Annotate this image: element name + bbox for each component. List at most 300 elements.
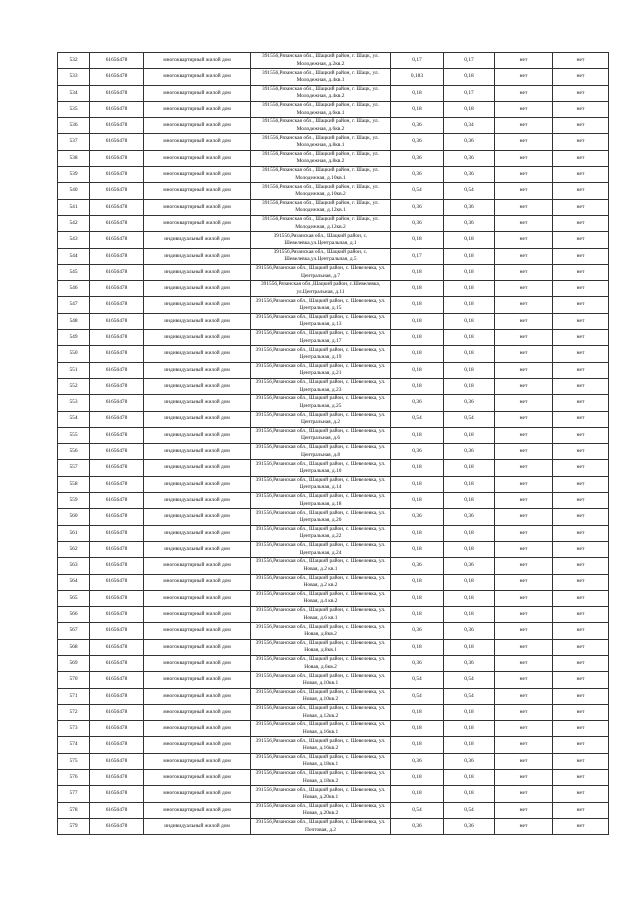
address-cell: 391556,Рязанская обл., Шацкий район, с. Шевелевка, ул. Новая, д.20кв.2 <box>251 802 391 818</box>
volume-cell: 0,36 <box>391 655 444 671</box>
address-cell: 391556,Рязанская обл., Шацкий район, с. Шевелевка, ул. Центральная, д.2 <box>251 411 391 427</box>
volume-actual-cell: 0,18 <box>444 525 495 541</box>
okato-code-cell: 61656478 <box>90 346 144 362</box>
building-type-cell: индивидуальный жилой дом <box>144 541 251 557</box>
volume-actual-cell: 0,18 <box>444 704 495 720</box>
table-row <box>58 150 609 166</box>
okato-code-cell: 61656478 <box>90 672 144 688</box>
building-type-cell: многоквартирный жилой дом <box>144 655 251 671</box>
address-cell: 391556,Рязанская обл., Шацкий район, с. Шевелевка, ул. Новая, д.6 кв.1 <box>251 607 391 623</box>
address-cell: 391556,Рязанская обл., Шацкий район, с. Шевелевка, ул. Новая, д.20кв.1 <box>251 786 391 802</box>
flag-cell-2: нет <box>553 183 609 199</box>
okato-code-cell: 61656478 <box>90 509 144 525</box>
flag-cell-2: нет <box>553 248 609 264</box>
volume-actual-cell: 0,18 <box>444 737 495 753</box>
volume-actual-cell: 0,18 <box>444 101 495 117</box>
address-cell: 391556,Рязанская обл., Шацкий район, с. Шевелевка, ул. Новая, д.2 кв.1 <box>251 558 391 574</box>
address-cell: 391556,Рязанская обл., Шацкий район, с. Шевелевка, ул. Центральная, д.23 <box>251 378 391 394</box>
building-type-cell: многоквартирный жилой дом <box>144 770 251 786</box>
table-row <box>58 183 609 199</box>
row-number-cell: 567 <box>58 623 90 639</box>
okato-code-cell: 61656478 <box>90 607 144 623</box>
volume-cell: 0,18 <box>391 574 444 590</box>
table-row <box>58 411 609 427</box>
table-row <box>58 639 609 655</box>
okato-code-cell: 61656478 <box>90 183 144 199</box>
building-type-cell: индивидуальный жилой дом <box>144 362 251 378</box>
address-cell: 391556,Рязанская обл., Шацкий район, г. Шацк, ул. Молодежная, д.10кв.1 <box>251 167 391 183</box>
volume-actual-cell: 0,34 <box>444 118 495 134</box>
flag-cell-2: нет <box>553 802 609 818</box>
address-cell: 391556,Рязанская обл., Шацкий район, с. Шевелевка, ул. Новая, д.12кв.2 <box>251 704 391 720</box>
okato-code-cell: 61656478 <box>90 704 144 720</box>
volume-cell: 0,36 <box>391 558 444 574</box>
building-type-cell: индивидуальный жилой дом <box>144 460 251 476</box>
volume-cell: 0,18 <box>391 786 444 802</box>
okato-code-cell: 61656478 <box>90 232 144 248</box>
volume-actual-cell: 0,18 <box>444 264 495 280</box>
volume-actual-cell: 0,36 <box>444 753 495 769</box>
flag-cell-2: нет <box>553 264 609 280</box>
flag-cell: нет <box>495 444 553 460</box>
okato-code-cell: 61656478 <box>90 215 144 231</box>
okato-code-cell: 61656478 <box>90 818 144 834</box>
building-type-cell: многоквартирный жилой дом <box>144 753 251 769</box>
row-number-cell: 545 <box>58 264 90 280</box>
flag-cell-2: нет <box>553 85 609 101</box>
volume-cell: 0,54 <box>391 802 444 818</box>
flag-cell: нет <box>495 688 553 704</box>
volume-actual-cell: 0,36 <box>444 134 495 150</box>
volume-cell: 0,54 <box>391 411 444 427</box>
table-row <box>58 770 609 786</box>
okato-code-cell: 61656478 <box>90 655 144 671</box>
row-number-cell: 579 <box>58 818 90 834</box>
okato-code-cell: 61656478 <box>90 118 144 134</box>
flag-cell-2: нет <box>553 541 609 557</box>
volume-cell: 0,36 <box>391 395 444 411</box>
building-type-cell: многоквартирный жилой дом <box>144 183 251 199</box>
volume-cell: 0,54 <box>391 672 444 688</box>
address-cell: 391556,Рязанская обл., Шацкий район, с. Шевелевка, ул. Центральная, д.22 <box>251 525 391 541</box>
volume-cell: 0,17 <box>391 248 444 264</box>
flag-cell-2: нет <box>553 395 609 411</box>
volume-actual-cell: 0,36 <box>444 167 495 183</box>
building-type-cell: многоквартирный жилой дом <box>144 639 251 655</box>
row-number-cell: 533 <box>58 69 90 85</box>
flag-cell: нет <box>495 737 553 753</box>
volume-cell: 0,18 <box>391 330 444 346</box>
table-row <box>58 444 609 460</box>
volume-actual-cell: 0,18 <box>444 330 495 346</box>
flag-cell-2: нет <box>553 134 609 150</box>
okato-code-cell: 61656478 <box>90 199 144 215</box>
flag-cell-2: нет <box>553 297 609 313</box>
address-cell: 391556,Рязанская обл., Шацкий район, с. Шевелевка, ул. Почтовая, д.2 <box>251 818 391 834</box>
row-number-cell: 557 <box>58 460 90 476</box>
volume-actual-cell: 0,54 <box>444 802 495 818</box>
row-number-cell: 560 <box>58 509 90 525</box>
okato-code-cell: 61656478 <box>90 297 144 313</box>
building-type-cell: многоквартирный жилой дом <box>144 623 251 639</box>
building-type-cell: индивидуальный жилой дом <box>144 509 251 525</box>
flag-cell: нет <box>495 525 553 541</box>
building-type-cell: многоквартирный жилой дом <box>144 721 251 737</box>
building-type-cell: многоквартирный жилой дом <box>144 786 251 802</box>
address-cell: 391556,Рязанская обл.,Шацкий район, с.Шевелевка, ул.Центральная, д.11 <box>251 281 391 297</box>
address-cell: 391556,Рязанская обл., Шацкий район, с. Шевелевка, ул. Центральная, д.17 <box>251 330 391 346</box>
row-number-cell: 534 <box>58 85 90 101</box>
table-row <box>58 672 609 688</box>
table-row <box>58 802 609 818</box>
table-row <box>58 297 609 313</box>
volume-cell: 0,18 <box>391 770 444 786</box>
volume-actual-cell: 0,18 <box>444 541 495 557</box>
volume-cell: 0,18 <box>391 737 444 753</box>
flag-cell-2: нет <box>553 655 609 671</box>
volume-cell: 0,36 <box>391 118 444 134</box>
row-number-cell: 555 <box>58 427 90 443</box>
volume-cell: 0,183 <box>391 69 444 85</box>
flag-cell-2: нет <box>553 427 609 443</box>
table-row <box>58 362 609 378</box>
building-type-cell: индивидуальный жилой дом <box>144 378 251 394</box>
building-type-cell: многоквартирный жилой дом <box>144 688 251 704</box>
building-type-cell: индивидуальный жилой дом <box>144 493 251 509</box>
address-cell: 391556,Рязанская обл., Шацкий район, г. Шацк, ул. Молодежная, д.10кв.2 <box>251 183 391 199</box>
flag-cell: нет <box>495 590 553 606</box>
building-type-cell: индивидуальный жилой дом <box>144 248 251 264</box>
flag-cell: нет <box>495 558 553 574</box>
flag-cell-2: нет <box>553 639 609 655</box>
volume-cell: 0,18 <box>391 297 444 313</box>
flag-cell: нет <box>495 623 553 639</box>
building-type-cell: индивидуальный жилой дом <box>144 525 251 541</box>
row-number-cell: 546 <box>58 281 90 297</box>
flag-cell: нет <box>495 639 553 655</box>
volume-cell: 0,18 <box>391 541 444 557</box>
volume-actual-cell: 0,18 <box>444 721 495 737</box>
building-type-cell: многоквартирный жилой дом <box>144 69 251 85</box>
volume-actual-cell: 0,36 <box>444 509 495 525</box>
table-row <box>58 574 609 590</box>
building-type-cell: многоквартирный жилой дом <box>144 53 251 69</box>
table-row <box>58 281 609 297</box>
row-number-cell: 540 <box>58 183 90 199</box>
row-number-cell: 572 <box>58 704 90 720</box>
building-type-cell: индивидуальный жилой дом <box>144 297 251 313</box>
row-number-cell: 538 <box>58 150 90 166</box>
flag-cell: нет <box>495 199 553 215</box>
okato-code-cell: 61656478 <box>90 574 144 590</box>
address-cell: 391556,Рязанская обл., Шацкий район, с. Шевелевка, ул. Центральная, д.19 <box>251 346 391 362</box>
volume-cell: 0,18 <box>391 607 444 623</box>
flag-cell: нет <box>495 541 553 557</box>
table-row <box>58 655 609 671</box>
volume-cell: 0,18 <box>391 460 444 476</box>
flag-cell-2: нет <box>553 232 609 248</box>
flag-cell: нет <box>495 427 553 443</box>
building-type-cell: многоквартирный жилой дом <box>144 101 251 117</box>
volume-actual-cell: 0,18 <box>444 362 495 378</box>
address-cell: 391556,Рязанская обл., Шацкий район, г. Шацк, ул. Молодежная, д.12кв.2 <box>251 215 391 231</box>
okato-code-cell: 61656478 <box>90 362 144 378</box>
row-number-cell: 569 <box>58 655 90 671</box>
flag-cell: нет <box>495 297 553 313</box>
volume-cell: 0,18 <box>391 232 444 248</box>
volume-cell: 0,36 <box>391 623 444 639</box>
flag-cell-2: нет <box>553 215 609 231</box>
building-type-cell: многоквартирный жилой дом <box>144 167 251 183</box>
flag-cell-2: нет <box>553 753 609 769</box>
flag-cell: нет <box>495 655 553 671</box>
registry-page <box>57 52 584 835</box>
table-row <box>58 590 609 606</box>
okato-code-cell: 61656478 <box>90 623 144 639</box>
flag-cell: нет <box>495 476 553 492</box>
flag-cell: нет <box>495 69 553 85</box>
address-cell: 391556,Рязанская обл., Шацкий район, г. Шацк, ул. Молодежная, д.8кв.2 <box>251 150 391 166</box>
building-type-cell: многоквартирный жилой дом <box>144 802 251 818</box>
flag-cell-2: нет <box>553 167 609 183</box>
volume-actual-cell: 0,18 <box>444 427 495 443</box>
flag-cell-2: нет <box>553 150 609 166</box>
volume-actual-cell: 0,18 <box>444 493 495 509</box>
table-row <box>58 460 609 476</box>
row-number-cell: 570 <box>58 672 90 688</box>
volume-actual-cell: 0,18 <box>444 297 495 313</box>
volume-cell: 0,18 <box>391 264 444 280</box>
address-cell: 391556,Рязанская обл., Шацкий район, г. Шацк, ул. Молодежная, д.6кв.2 <box>251 118 391 134</box>
row-number-cell: 563 <box>58 558 90 574</box>
table-row <box>58 558 609 574</box>
volume-actual-cell: 0,36 <box>444 395 495 411</box>
volume-actual-cell: 0,36 <box>444 215 495 231</box>
address-cell: 391556,Рязанская обл., Шацкий район, с. Шевелевка, ул. Новая, д.2 кв.2 <box>251 574 391 590</box>
row-number-cell: 532 <box>58 53 90 69</box>
okato-code-cell: 61656478 <box>90 378 144 394</box>
flag-cell: нет <box>495 460 553 476</box>
flag-cell-2: нет <box>553 607 609 623</box>
housing-registry-table <box>57 52 609 835</box>
flag-cell-2: нет <box>553 818 609 834</box>
volume-actual-cell: 0,36 <box>444 655 495 671</box>
row-number-cell: 561 <box>58 525 90 541</box>
table-body <box>58 53 609 835</box>
address-cell: 391556,Рязанская обл., Шацкий район, с. Шевелевка, ул. Центральная, д.8 <box>251 444 391 460</box>
volume-cell: 0,36 <box>391 199 444 215</box>
table-row <box>58 313 609 329</box>
volume-cell: 0,36 <box>391 444 444 460</box>
address-cell: 391556,Рязанская обл., Шацкий район, с. Шевелевка, ул. Центральная, д.14 <box>251 476 391 492</box>
volume-actual-cell: 0,18 <box>444 574 495 590</box>
table-row <box>58 688 609 704</box>
table-row <box>58 248 609 264</box>
volume-cell: 0,36 <box>391 150 444 166</box>
table-row <box>58 607 609 623</box>
okato-code-cell: 61656478 <box>90 134 144 150</box>
okato-code-cell: 61656478 <box>90 688 144 704</box>
volume-actual-cell: 0,18 <box>444 346 495 362</box>
volume-cell: 0,18 <box>391 362 444 378</box>
building-type-cell: индивидуальный жилой дом <box>144 818 251 834</box>
volume-cell: 0,18 <box>391 427 444 443</box>
building-type-cell: многоквартирный жилой дом <box>144 574 251 590</box>
table-row <box>58 134 609 150</box>
flag-cell: нет <box>495 607 553 623</box>
flag-cell-2: нет <box>553 770 609 786</box>
row-number-cell: 554 <box>58 411 90 427</box>
okato-code-cell: 61656478 <box>90 330 144 346</box>
building-type-cell: индивидуальный жилой дом <box>144 444 251 460</box>
row-number-cell: 564 <box>58 574 90 590</box>
address-cell: 391556,Рязанская обл., Шацкий район, с. Шевелевка, ул. Центральная, д.24 <box>251 541 391 557</box>
okato-code-cell: 61656478 <box>90 802 144 818</box>
address-cell: 391556,Рязанская обл., Шацкий район, с. Шевелевка, ул. Новая, д.8кв.2 <box>251 623 391 639</box>
okato-code-cell: 61656478 <box>90 167 144 183</box>
volume-actual-cell: 0,18 <box>444 590 495 606</box>
row-number-cell: 537 <box>58 134 90 150</box>
volume-cell: 0,36 <box>391 509 444 525</box>
okato-code-cell: 61656478 <box>90 753 144 769</box>
table-row <box>58 493 609 509</box>
building-type-cell: многоквартирный жилой дом <box>144 134 251 150</box>
flag-cell-2: нет <box>553 118 609 134</box>
volume-actual-cell: 0,36 <box>444 199 495 215</box>
volume-cell: 0,18 <box>391 493 444 509</box>
flag-cell-2: нет <box>553 688 609 704</box>
row-number-cell: 539 <box>58 167 90 183</box>
volume-cell: 0,18 <box>391 590 444 606</box>
volume-cell: 0,18 <box>391 85 444 101</box>
row-number-cell: 548 <box>58 313 90 329</box>
flag-cell-2: нет <box>553 378 609 394</box>
table-row <box>58 69 609 85</box>
volume-actual-cell: 0,54 <box>444 411 495 427</box>
flag-cell-2: нет <box>553 330 609 346</box>
volume-actual-cell: 0,18 <box>444 232 495 248</box>
flag-cell: нет <box>495 330 553 346</box>
table-row <box>58 704 609 720</box>
volume-actual-cell: 0,54 <box>444 672 495 688</box>
okato-code-cell: 61656478 <box>90 427 144 443</box>
address-cell: 391556,Рязанская обл., Шацкий район, с. Шевелевка, ул. Центральная, д.25 <box>251 395 391 411</box>
address-cell: 391556,Рязанская обл., Шацкий район, с. Шевелевка,ул.Центральная, д.1 <box>251 232 391 248</box>
okato-code-cell: 61656478 <box>90 395 144 411</box>
building-type-cell: индивидуальный жилой дом <box>144 395 251 411</box>
flag-cell-2: нет <box>553 590 609 606</box>
flag-cell: нет <box>495 248 553 264</box>
row-number-cell: 578 <box>58 802 90 818</box>
row-number-cell: 556 <box>58 444 90 460</box>
okato-code-cell: 61656478 <box>90 541 144 557</box>
flag-cell-2: нет <box>553 476 609 492</box>
row-number-cell: 575 <box>58 753 90 769</box>
okato-code-cell: 61656478 <box>90 721 144 737</box>
okato-code-cell: 61656478 <box>90 476 144 492</box>
row-number-cell: 573 <box>58 721 90 737</box>
row-number-cell: 566 <box>58 607 90 623</box>
volume-cell: 0,17 <box>391 53 444 69</box>
volume-cell: 0,18 <box>391 346 444 362</box>
okato-code-cell: 61656478 <box>90 85 144 101</box>
flag-cell-2: нет <box>553 558 609 574</box>
okato-code-cell: 61656478 <box>90 786 144 802</box>
volume-actual-cell: 0,18 <box>444 248 495 264</box>
flag-cell-2: нет <box>553 53 609 69</box>
table-row <box>58 541 609 557</box>
address-cell: 391556,Рязанская обл., Шацкий район, г. Шацк, ул. Молодежная, д.8кв.1 <box>251 134 391 150</box>
table-row <box>58 346 609 362</box>
building-type-cell: многоквартирный жилой дом <box>144 85 251 101</box>
building-type-cell: индивидуальный жилой дом <box>144 330 251 346</box>
address-cell: 391556,Рязанская обл., Шацкий район, с. Шевелевка, ул. Центральная, д.20 <box>251 509 391 525</box>
volume-actual-cell: 0,18 <box>444 786 495 802</box>
building-type-cell: многоквартирный жилой дом <box>144 150 251 166</box>
flag-cell-2: нет <box>553 721 609 737</box>
table-row <box>58 721 609 737</box>
volume-cell: 0,18 <box>391 525 444 541</box>
table-row <box>58 85 609 101</box>
flag-cell: нет <box>495 150 553 166</box>
table-row <box>58 53 609 69</box>
volume-actual-cell: 0,18 <box>444 313 495 329</box>
volume-actual-cell: 0,18 <box>444 460 495 476</box>
address-cell: 391556,Рязанская обл., Шацкий район, с. Шевелевка, ул. Центральная, д.13 <box>251 313 391 329</box>
flag-cell: нет <box>495 411 553 427</box>
volume-cell: 0,36 <box>391 753 444 769</box>
volume-cell: 0,54 <box>391 183 444 199</box>
row-number-cell: 551 <box>58 362 90 378</box>
building-type-cell: многоквартирный жилой дом <box>144 704 251 720</box>
volume-actual-cell: 0,36 <box>444 818 495 834</box>
flag-cell: нет <box>495 786 553 802</box>
okato-code-cell: 61656478 <box>90 101 144 117</box>
flag-cell-2: нет <box>553 525 609 541</box>
address-cell: 391556,Рязанская обл., Шацкий район, г. Шацк, ул. Молодежная, д.12кв.1 <box>251 199 391 215</box>
flag-cell-2: нет <box>553 704 609 720</box>
address-cell: 391556,Рязанская обл., Шацкий район, г. Шацк, ул. Молодежная, д.4кв.2 <box>251 85 391 101</box>
table-row <box>58 118 609 134</box>
table-row <box>58 215 609 231</box>
table-row <box>58 737 609 753</box>
flag-cell: нет <box>495 802 553 818</box>
row-number-cell: 568 <box>58 639 90 655</box>
volume-actual-cell: 0,36 <box>444 444 495 460</box>
table-row <box>58 525 609 541</box>
flag-cell: нет <box>495 118 553 134</box>
address-cell: 391556,Рязанская обл., Шацкий район, с. Шевелевка, ул. Новая, д.6кв.2 <box>251 655 391 671</box>
okato-code-cell: 61656478 <box>90 493 144 509</box>
row-number-cell: 536 <box>58 118 90 134</box>
volume-cell: 0,18 <box>391 721 444 737</box>
okato-code-cell: 61656478 <box>90 558 144 574</box>
volume-cell: 0,18 <box>391 704 444 720</box>
volume-actual-cell: 0,18 <box>444 69 495 85</box>
address-cell: 391556,Рязанская обл., Шацкий район, с. Шевелевка, ул. Центральная, д.21 <box>251 362 391 378</box>
okato-code-cell: 61656478 <box>90 150 144 166</box>
flag-cell: нет <box>495 313 553 329</box>
building-type-cell: индивидуальный жилой дом <box>144 281 251 297</box>
volume-actual-cell: 0,36 <box>444 150 495 166</box>
volume-actual-cell: 0,18 <box>444 378 495 394</box>
address-cell: 391556,Рязанская обл., Шацкий район, с. Шевелевка, ул. Новая, д.18кв.2 <box>251 770 391 786</box>
row-number-cell: 541 <box>58 199 90 215</box>
volume-cell: 0,54 <box>391 688 444 704</box>
table-row <box>58 476 609 492</box>
flag-cell-2: нет <box>553 101 609 117</box>
table-row <box>58 395 609 411</box>
